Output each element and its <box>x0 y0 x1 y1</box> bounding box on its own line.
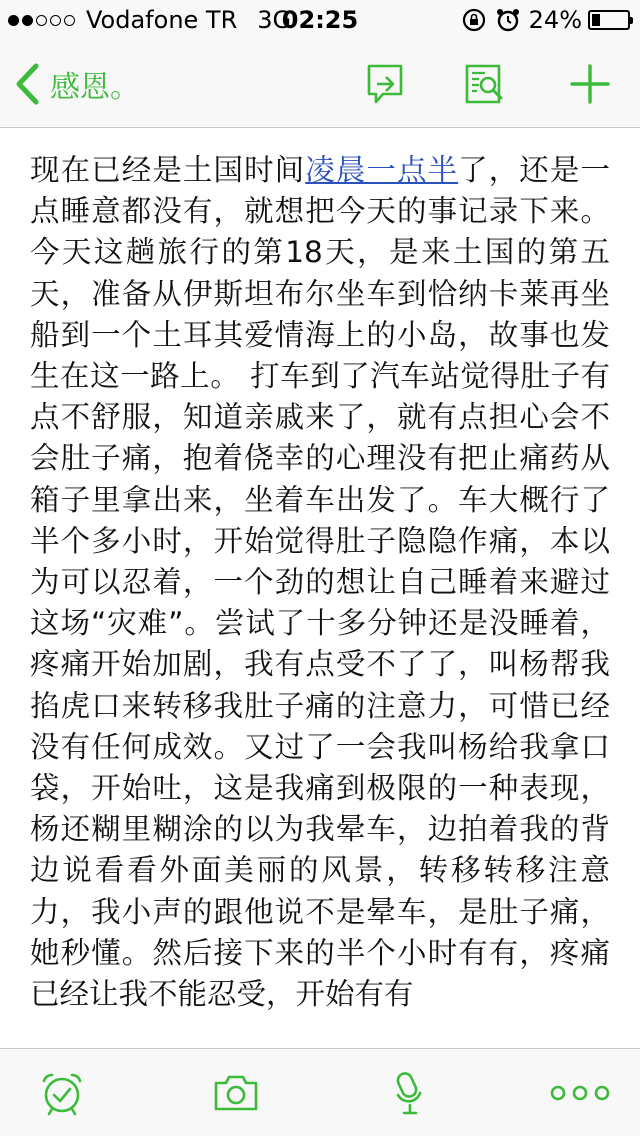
battery-percent: 24% <box>528 6 582 34</box>
share-icon <box>365 62 409 106</box>
carrier-name: Vodafone TR <box>86 6 238 34</box>
camera-button[interactable] <box>212 1069 260 1117</box>
audio-record-button[interactable] <box>386 1069 434 1117</box>
alarm-clock-icon <box>38 1069 86 1117</box>
rotation-lock-icon <box>461 7 487 33</box>
note-search-icon <box>463 62 507 106</box>
status-left <box>8 6 301 34</box>
nav-bar <box>0 40 640 128</box>
network-type: 3G <box>257 6 292 34</box>
back-chevron-icon <box>14 62 40 106</box>
camera-icon <box>212 1069 260 1117</box>
signal-dot <box>50 15 61 26</box>
share-button[interactable] <box>365 62 409 106</box>
more-options-icon <box>550 1069 610 1117</box>
status-right <box>461 6 630 34</box>
signal-dot <box>8 15 19 26</box>
note-date-link[interactable]: 凌晨一点半 <box>305 153 459 187</box>
battery-level-fill <box>592 14 600 26</box>
reminder-button[interactable] <box>38 1069 86 1117</box>
battery-icon <box>588 10 630 30</box>
note-content[interactable] <box>0 128 640 1048</box>
add-note-button[interactable] <box>568 62 612 106</box>
search-in-note-button[interactable] <box>463 62 507 106</box>
status-bar <box>0 0 640 40</box>
signal-strength-icon <box>8 15 78 26</box>
microphone-icon <box>386 1069 434 1117</box>
status-time: 02:25 <box>281 6 359 34</box>
signal-dot <box>64 15 75 26</box>
signal-dot <box>22 15 33 26</box>
signal-dot <box>36 15 47 26</box>
back-label: 感恩。 <box>50 70 140 105</box>
bottom-toolbar <box>0 1048 640 1136</box>
add-icon <box>568 62 612 106</box>
note-body[interactable] <box>30 150 610 1015</box>
alarm-status-icon <box>495 7 521 33</box>
back-button[interactable] <box>14 62 140 106</box>
note-text-start: 现在已经是土国时间 <box>30 153 306 187</box>
more-options-button[interactable] <box>550 1069 610 1117</box>
note-text-rest: 了，还是一点睡意都没有，就想把今天的事记录下来。 今天这趟旅行的第18天，是来土国的第五天，准备从伊斯坦布尔坐车到恰纳卡莱再坐船到一个土耳其爱情海上的小岛，故事也发生在这一路上。 打车到了汽车站觉得肚子有点不舒服，知道亲戚来了，就有点担心会不会肚子痛，抱着侥幸的心理没有把止痛药从箱子里拿出来，坐着车出发了。车大概行了半个多小时，开始觉得肚子隐隐作痛，本以为可以忍着，一个劲的想让自己睡着来避过这场“灾难”。尝试了十多分钟还是没睡着，疼痛开始加剧，我有点受不了了，叫杨帮我掐虎口来转移我肚子痛的注意力，可惜已经没有任何成效。又过了一会我叫杨给我拿口袋，开始吐，这是我痛到极限的一种表现，杨还糊里糊涂的以为我晕车，边拍着我的背边说看看外面美丽的风景，转移转移注意力，我小声的跟他说不是晕车，是肚子痛，她秒懂。然后接下来的半个小时有有，疼痛已经让我不能忍受，开始有有 <box>30 153 610 1012</box>
